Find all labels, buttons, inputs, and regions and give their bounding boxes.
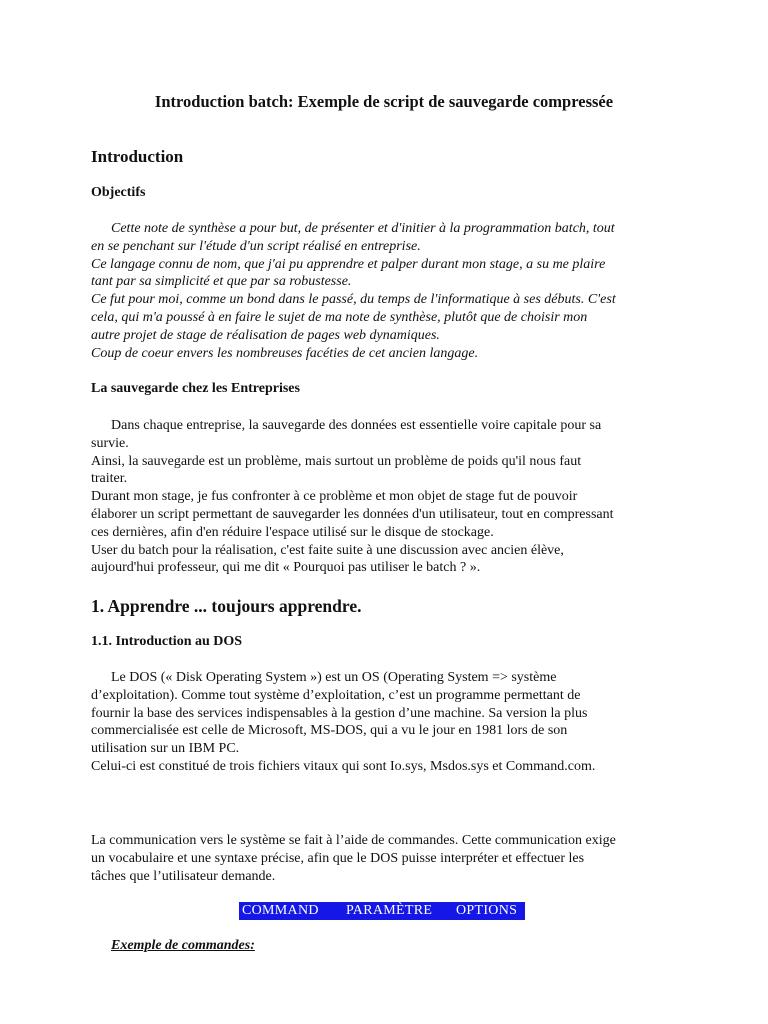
text-line: élaborer un script permettant de sauvegarder les données d'un utilisateur, tout en compressant	[91, 506, 614, 522]
example-heading: Exemple de commandes:	[111, 938, 255, 953]
text-line: User du batch pour la réalisation, c'est faite suite à une discussion avec ancien élève,	[91, 542, 564, 558]
text-line: autre projet de stage de réalisation de pages web dynamiques.	[91, 327, 440, 343]
text-line: Durant mon stage, je fus confronter à ce problème et mon objet de stage fut de pouvoir	[91, 489, 578, 505]
paragraph-sauvegarde	[91, 417, 673, 577]
text-line: un vocabulaire et une syntaxe précise, afin que le DOS puisse interpréter et effectuer les	[91, 850, 585, 866]
syntax-options-label: OPTIONS	[456, 903, 518, 918]
document-title: Introduction batch: Exemple de script de sauvegarde compressée	[154, 92, 614, 111]
text-line: tâches que l’utilisateur demande.	[91, 868, 276, 884]
syntax-command-label: COMMAND	[242, 903, 319, 918]
text-line: d’exploitation). Comme tout système d’exploitation, c’est un programme permettant de	[91, 687, 581, 703]
text-line: survie.	[91, 435, 129, 451]
text-line: utilisation sur un IBM PC.	[91, 741, 240, 757]
text-line: Ainsi, la sauvegarde est un problème, mais surtout un problème de poids qu'il nous faut	[91, 453, 582, 469]
text-line: aujourd'hui professeur, qui me dit « Pourquoi pas utiliser le batch ? ».	[91, 560, 481, 576]
text-line: Coup de coeur envers les nombreuses facéties de cet ancien langage.	[91, 345, 479, 361]
text-line: Cette note de synthèse a pour but, de présenter et d'initier à la programmation batch, tout	[111, 221, 615, 236]
heading-objectifs: Objectifs	[91, 185, 146, 200]
text-line: Dans chaque entreprise, la sauvegarde des données est essentielle voire capitale pour sa	[111, 418, 602, 433]
text-line: Ce fut pour moi, comme un bond dans le passé, du temps de l'informatique à ses débuts. C'est	[91, 292, 616, 308]
paragraph-communication	[91, 832, 673, 885]
text-line: en se penchant sur l'étude d'un script réalisé en entreprise.	[91, 238, 421, 254]
text-line: cela, qui m'a poussé à en faire le sujet de ma note de synthèse, plutôt que de choisir mon	[91, 309, 588, 325]
paragraph-dos	[91, 669, 673, 776]
heading-sauvegarde: La sauvegarde chez les Entreprises	[91, 381, 300, 396]
text-line: Ce langage connu de nom, que j'ai pu apprendre et palper durant mon stage, a su me plaire	[91, 256, 606, 272]
paragraph-objectifs	[91, 220, 673, 362]
heading-introduction: Introduction	[91, 147, 184, 166]
text-line: Le DOS (« Disk Operating System ») est un OS (Operating System => système	[111, 670, 557, 685]
command-syntax-bar	[239, 902, 525, 920]
text-line: commercialisée est celle de Microsoft, MS-DOS, qui a vu le jour en 1981 lors de son	[91, 723, 568, 739]
heading-apprendre: 1. Apprendre ... toujours apprendre.	[91, 596, 362, 616]
heading-introduction-dos: 1.1. Introduction au DOS	[91, 634, 243, 649]
text-line: Celui-ci est constitué de trois fichiers vitaux qui sont Io.sys, Msdos.sys et Command.com.	[91, 758, 596, 774]
text-line: ces dernières, afin d'en réduire l'espace utilisé sur le disque de stockage.	[91, 524, 494, 540]
text-line: tant par sa simplicité et que par sa robustesse.	[91, 274, 352, 290]
text-line: La communication vers le système se fait à l’aide de commandes. Cette communication exige	[91, 833, 616, 848]
syntax-parametre-label: PARAMÈTRE	[346, 903, 433, 918]
text-line: fournir la base des services indispensables à la gestion d’une machine. Sa version la plus	[91, 705, 588, 721]
text-line: traiter.	[91, 471, 128, 487]
